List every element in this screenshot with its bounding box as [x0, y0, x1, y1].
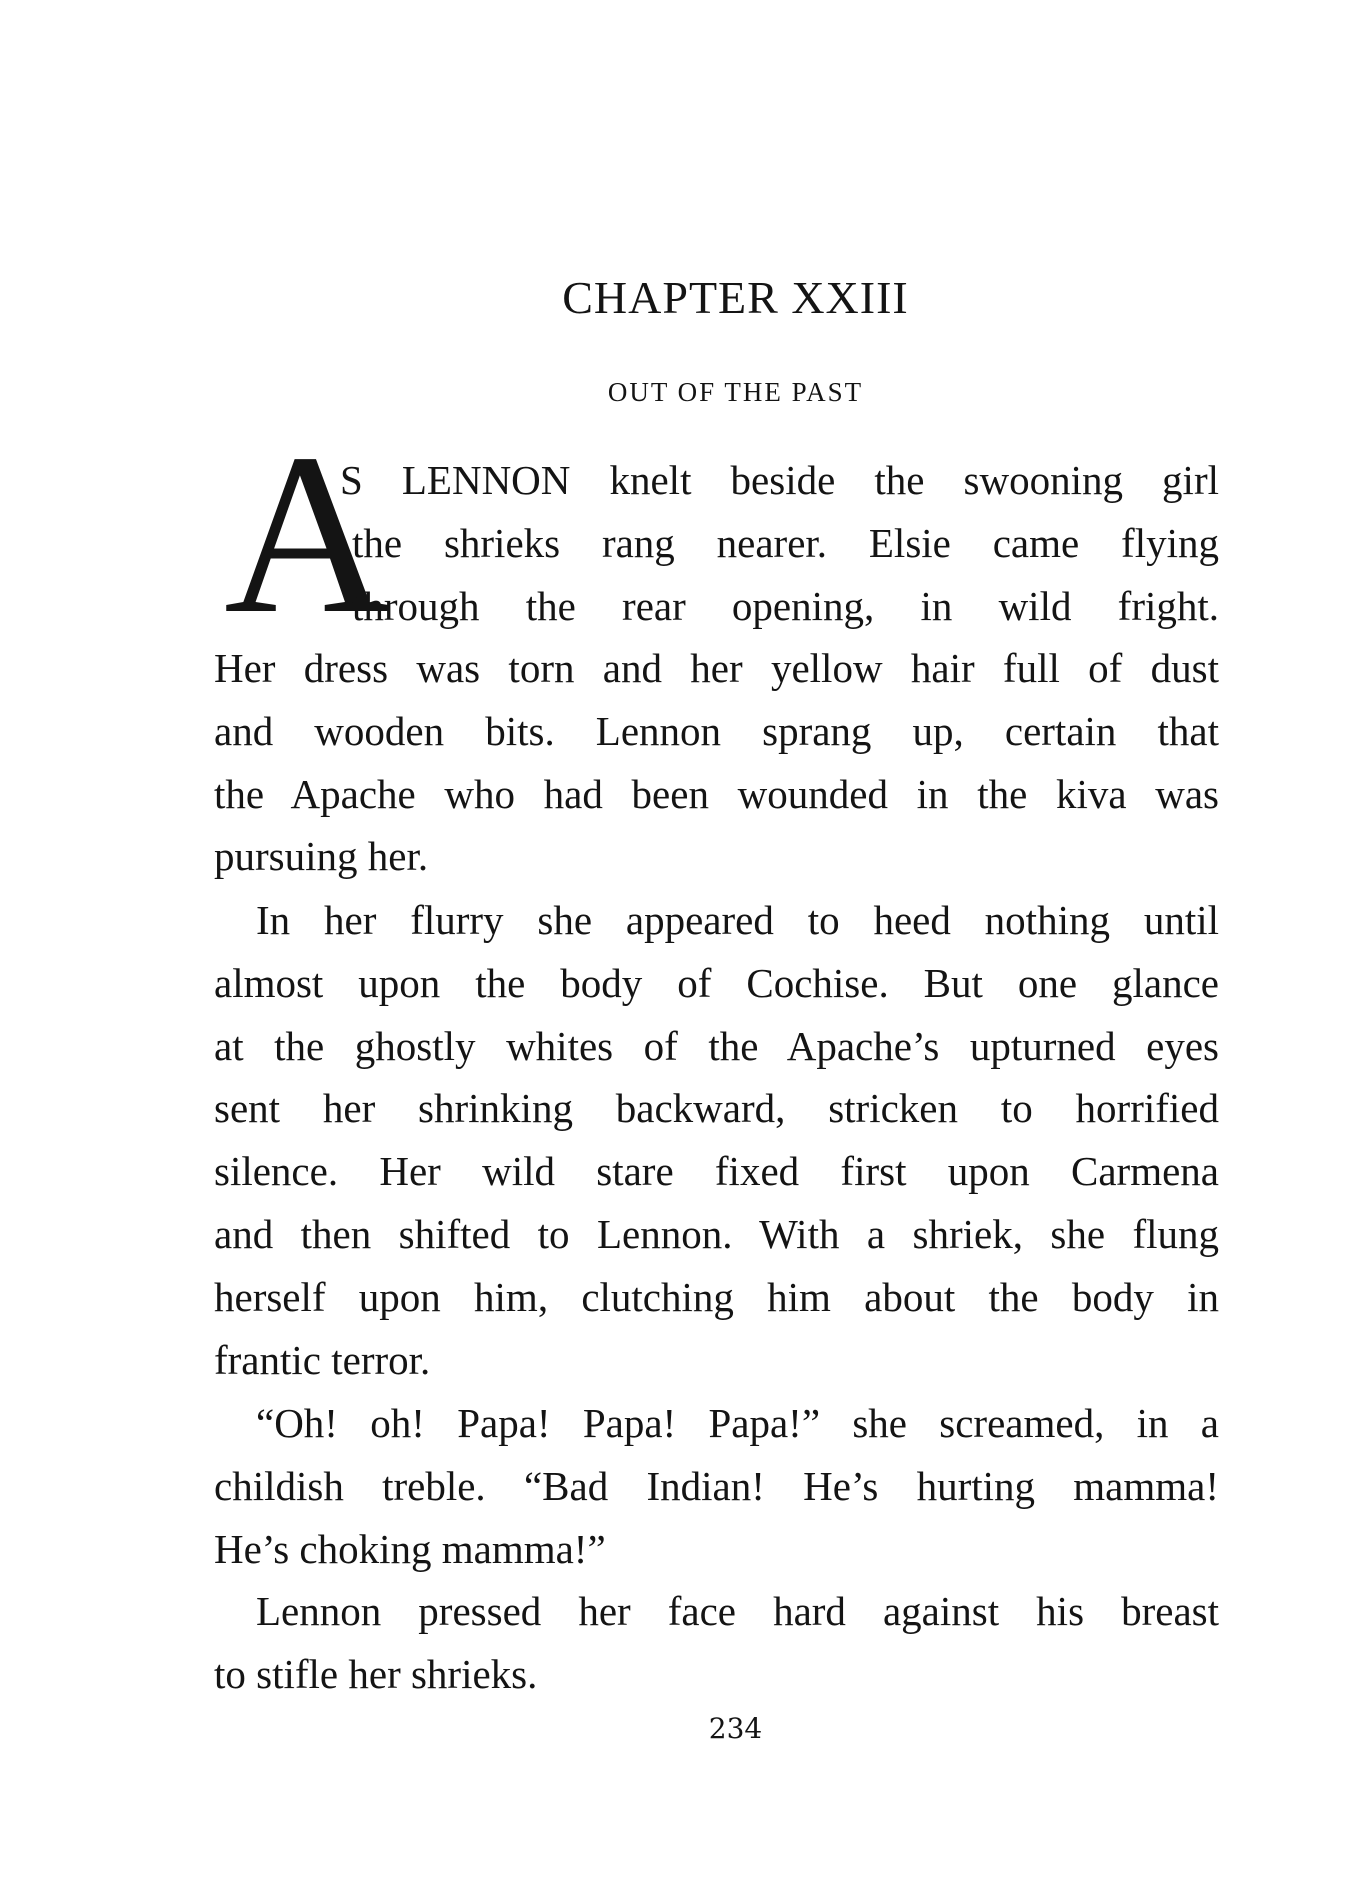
text-line: silence. Her wild stare fixed first upon Carmena	[214, 1148, 1219, 1195]
paragraph-3	[214, 1392, 1219, 1580]
text-line: herself upon him, clutching him about the body in	[214, 1273, 1219, 1320]
text-line: and wooden bits. Lennon sprang up, certain that	[214, 707, 1219, 754]
text-line: frantic terror.	[214, 1336, 431, 1383]
text-line: almost upon the body of Cochise. But one glance	[214, 959, 1219, 1006]
text-line: Her dress was torn and her yellow hair full of dust	[214, 645, 1219, 691]
text-line: and then shifted to Lennon. With a shriek, she flung	[214, 1210, 1219, 1257]
text-line: S LENNON knelt beside the swooning girl	[340, 457, 1219, 503]
text-line: “Oh! oh! Papa! Papa! Papa!” she screamed, in a	[256, 1400, 1219, 1446]
page-number: 234	[708, 1712, 763, 1745]
text-line: the shrieks rang nearer. Elsie came flying	[352, 519, 1219, 566]
paragraph-1-body	[214, 637, 1219, 888]
chapter-subtitle: OUT OF THE PAST	[607, 377, 864, 407]
drop-cap: A	[224, 406, 391, 661]
text-line: the Apache who had been wounded in the kiva was	[214, 770, 1219, 817]
text-line: pursuing her.	[214, 833, 429, 880]
text-line: He’s choking mamma!”	[214, 1525, 606, 1572]
text-line: through the rear opening, in wild fright.	[352, 582, 1219, 629]
paragraph-1-dropcap-lines	[340, 449, 1219, 637]
text-line: Lennon pressed her face hard against his breast	[256, 1588, 1219, 1634]
paragraph-2	[214, 889, 1219, 1391]
text-line: In her flurry she appeared to heed nothing until	[256, 897, 1219, 943]
text-line: to stifle her shrieks.	[214, 1650, 538, 1697]
chapter-title: CHAPTER XXIII	[562, 272, 909, 323]
text-line: at the ghostly whites of the Apache’s upturned eyes	[214, 1022, 1219, 1069]
text-line: sent her shrinking backward, stricken to horrified	[214, 1085, 1219, 1132]
text-line: childish treble. “Bad Indian! He’s hurting mamma!	[214, 1462, 1219, 1509]
paragraph-4	[214, 1580, 1219, 1706]
